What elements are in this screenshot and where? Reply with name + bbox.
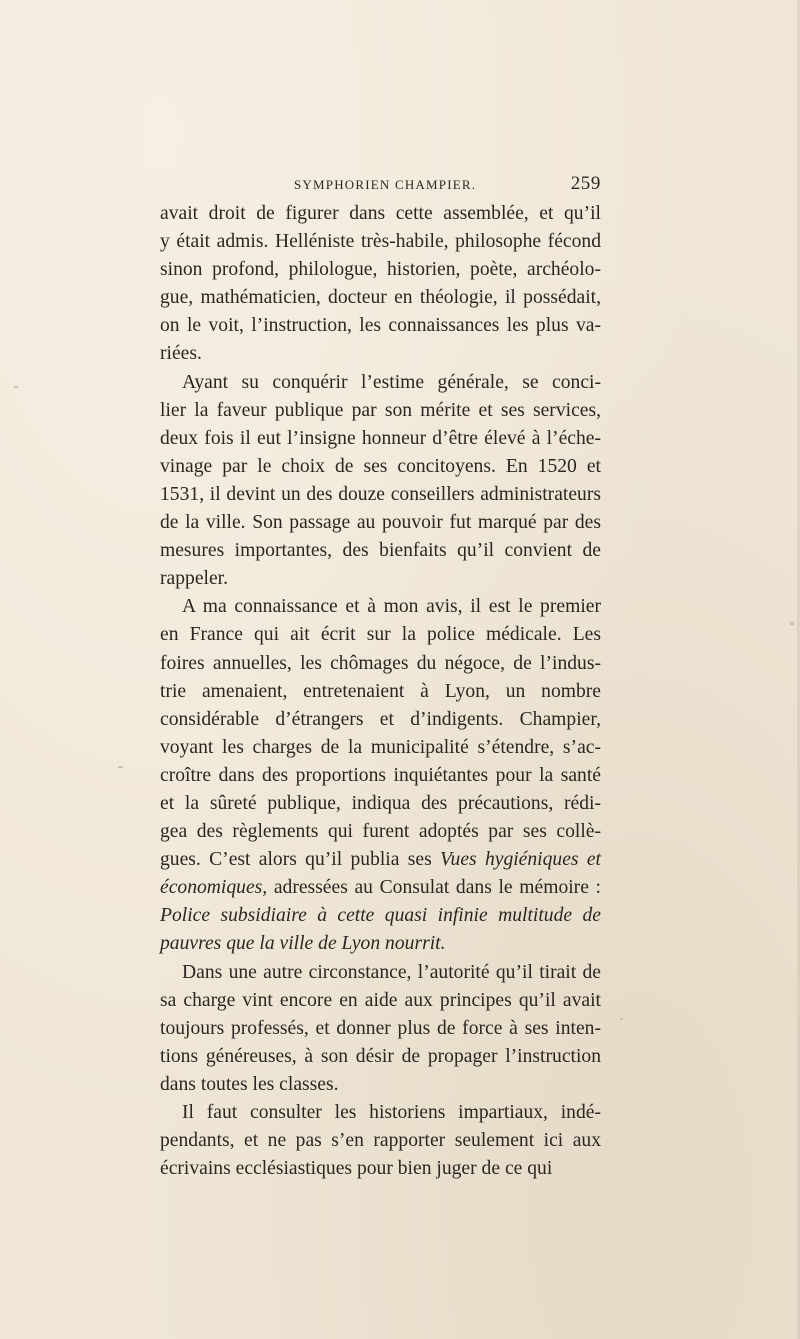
text-run: A ma connaissance et à mon avis, il est le premier xyxy=(182,596,601,618)
text-run: adressées au Consulat dans le mémoire : xyxy=(267,877,601,899)
paper-speck xyxy=(790,622,794,625)
text-run: gue, mathématicien, docteur en théologie, il possédait, xyxy=(160,287,601,309)
text-line xyxy=(160,509,601,537)
running-head xyxy=(160,173,601,199)
text-run: rappeler. xyxy=(160,568,228,590)
text-line xyxy=(160,987,601,1015)
paragraph xyxy=(160,593,601,958)
text-run: 1531, il devint un des douze conseillers administrateurs xyxy=(160,483,601,505)
text-run: toujours professés, et donner plus de force à ses inten- xyxy=(160,1017,601,1039)
text-run: dans toutes les classes. xyxy=(160,1073,339,1095)
text-line xyxy=(160,593,601,621)
text-run: Il faut consulter les historiens impartiaux, indé- xyxy=(182,1102,601,1123)
text-line xyxy=(160,902,601,930)
text-run: et la sûreté publique, indiqua des précautions, rédi- xyxy=(160,792,601,814)
text-run: de la ville. Son passage au pouvoir fut marqué par des xyxy=(160,512,601,534)
running-title: SYMPHORIEN CHAMPIER. xyxy=(294,177,477,192)
text-line xyxy=(160,1015,601,1043)
text-run: écrivains ecclésiastiques pour bien juger de ce qui xyxy=(160,1158,553,1180)
text-line xyxy=(160,678,601,706)
text-run: tions généreuses, à son désir de propager l’instruction xyxy=(160,1045,601,1067)
text-run: on le voit, l’instruction, les connaissances les plus va- xyxy=(160,315,601,337)
text-run: croître dans des proportions inquiétantes pour la santé xyxy=(160,764,601,786)
text-line xyxy=(160,1071,601,1099)
body-text xyxy=(160,200,601,1183)
text-line xyxy=(160,537,601,565)
text-line xyxy=(160,228,601,256)
text-line xyxy=(160,481,601,509)
paragraph xyxy=(160,959,601,1099)
text-run: gues. C’est alors qu’il publia ses xyxy=(160,849,441,871)
paper-speck xyxy=(620,1018,623,1020)
paper-speck xyxy=(14,386,18,388)
text-line xyxy=(160,818,601,846)
paragraph xyxy=(160,1099,601,1183)
text-run: en France qui ait écrit sur la police médicale. Les xyxy=(160,624,601,646)
text-line xyxy=(160,706,601,734)
text-run: y était admis. Helléniste très-habile, philosophe fécond xyxy=(160,231,601,253)
text-run: sinon profond, philologue, historien, poète, archéolo- xyxy=(160,259,601,281)
text-run: gea des règlements qui furent adoptés par ses collè- xyxy=(160,821,601,843)
text-run: avait droit de figurer dans cette assemblée, et qu’il xyxy=(160,203,601,224)
text-run: trie amenaient, entretenaient à Lyon, un nombre xyxy=(160,680,601,702)
text-line xyxy=(160,453,601,481)
text-line xyxy=(160,874,601,902)
text-line xyxy=(160,930,601,958)
text-line xyxy=(160,284,601,312)
text-line xyxy=(160,200,601,228)
paper-speck xyxy=(118,766,123,768)
text-line xyxy=(160,1043,601,1071)
text-run: sa charge vint encore en aide aux principes qu’il avait xyxy=(160,989,601,1011)
text-line xyxy=(160,1127,601,1155)
text-line xyxy=(160,565,601,593)
text-line xyxy=(160,425,601,453)
text-line xyxy=(160,397,601,425)
italic-run: Vues hygiéniques et xyxy=(440,849,601,871)
text-run: lier la faveur publique par son mérite et ses services, xyxy=(160,399,601,421)
text-run: Ayant su conquérir l’estime générale, se conci- xyxy=(182,371,601,393)
text-run: mesures importantes, des bienfaits qu’il convient de xyxy=(160,540,601,562)
italic-run: pauvres que la ville de Lyon nourrit. xyxy=(160,933,446,955)
text-line xyxy=(160,340,601,368)
text-line xyxy=(160,762,601,790)
text-run: foires annuelles, les chômages du négoce, de l’indus- xyxy=(160,652,601,674)
text-line xyxy=(160,369,601,397)
text-line xyxy=(160,312,601,340)
text-line xyxy=(160,790,601,818)
text-run: Dans une autre circonstance, l’autorité qu’il tirait de xyxy=(182,961,601,983)
text-line xyxy=(160,846,601,874)
text-run: riées. xyxy=(160,343,202,365)
page-number: 259 xyxy=(570,173,601,194)
italic-run: économiques, xyxy=(160,877,268,899)
text-run: vinage par le choix de ses concitoyens. En 1520 et xyxy=(160,455,601,477)
paragraph xyxy=(160,369,601,594)
text-run: pendants, et ne pas s’en rapporter seulement ici aux xyxy=(160,1130,601,1152)
text-run: voyant les charges de la municipalité s’étendre, s’ac- xyxy=(160,736,601,758)
paragraph xyxy=(160,200,601,369)
text-line xyxy=(160,959,601,987)
italic-run: Police subsidiaire à cette quasi infinie multitude de xyxy=(160,905,601,927)
text-line xyxy=(160,621,601,649)
text-line xyxy=(160,734,601,762)
text-run: deux fois il eut l’insigne honneur d’être élevé à l’éche- xyxy=(160,427,601,449)
text-run: considérable d’étrangers et d’indigents. Champier, xyxy=(160,708,601,730)
text-line xyxy=(160,256,601,284)
text-line xyxy=(160,1099,601,1127)
text-line xyxy=(160,650,601,678)
text-line xyxy=(160,1155,601,1183)
